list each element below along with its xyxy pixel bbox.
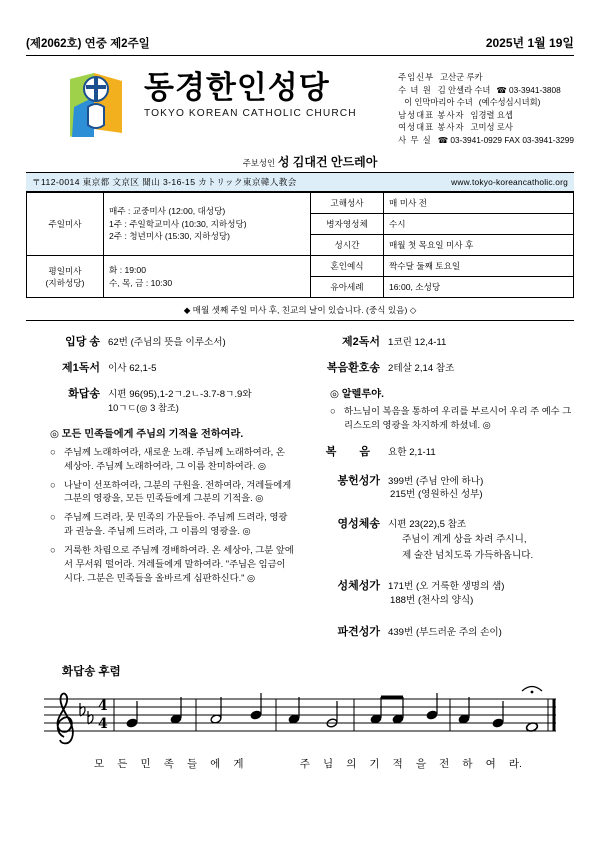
responsorial-psalm [26,385,294,416]
masthead [26,65,574,157]
baptism-label: 유아세례 [311,277,384,298]
offertory-value-1: 399번 (주님 안에 하나) [388,475,484,487]
contact-label: 사 무 실 [398,135,432,146]
first-reading-value: 이사 62,1-5 [108,362,157,374]
contact-row [398,71,574,84]
holy-hour-value: 매월 첫 목요일 미사 후 [384,235,574,256]
lyric-syllable: 기 [369,757,380,770]
lyric-syllable: 의 [346,757,357,770]
church-name-english: TOKYO KOREAN CATHOLIC CHURCH [144,108,357,120]
sick-communion-label: 병자영성체 [311,214,384,235]
contact-label: 여성대표 봉사자 [398,122,465,133]
lyric-syllable: 님 [322,757,334,770]
postal-code: 〒112-0014 東京都 文京区 [32,177,140,187]
svg-text:4: 4 [98,715,108,732]
lyric-syllable: 에 [210,757,221,770]
header-line [26,0,574,51]
first-reading [26,359,294,376]
acclamation-value: 2테살 2,14 참조 [388,362,455,374]
alleluia-refrain: ◎ 알렐루야. [330,388,384,400]
lyric-syllable: 전 [439,757,450,770]
weekday-mass-line: 화 : 19:00 [109,264,146,275]
offertory-value-2: 215번 (영원하신 성부) [390,489,483,501]
sunday-mass-times [104,193,311,256]
issue-date: 2025년 1월 19일 [485,36,574,50]
wedding-label: 혼인예식 [311,256,384,277]
right-column [306,333,574,649]
table-row [27,256,574,277]
gospel-acclamation [306,359,574,376]
offertory-hymn [306,472,574,504]
patron-name: 성 김대건 안드레아 [277,155,378,169]
verse-text: 거룩한 차림으로 주님께 경배하여라. 온 세상아, 그분 앞에서 무서워 떨어라. 겨레들에게 말하여라. "주님은 임금이시다. 그분은 민족들을 올바르게 심판하신다." ◎ [64,545,294,584]
contact-row [398,134,574,147]
contact-label: 수 녀 원 [398,84,432,95]
psalm-refrain: ◎ 모든 민족들에게 주님의 기적을 전하여라. [50,428,244,440]
lyric-syllable: 여 [485,757,496,770]
issue-number: (제2062호) 연중 제2주일 [26,38,150,50]
sunday-mass-line: 2주 : 청년미사 (15:30, 지하성당) [109,231,231,242]
sunday-mass-label: 주일미사 [27,193,104,256]
contact-row [398,121,574,134]
psalm-citation-cont: 10ㄱㄷ(◎ 3 참조) [108,402,179,413]
baptism-value: 16:00, 소성당 [384,277,574,298]
psalm-verse [50,511,294,539]
sunday-mass-line: 매주 : 교중미사 (12:00, 대성당) [109,205,226,216]
sick-communion-value: 수시 [384,214,574,235]
offertory-label: 봉헌성가 [337,474,380,487]
lyric-syllable: 모 [94,757,105,770]
entrance-hymn-label: 입당 송 [65,336,100,348]
lyric-syllable: 주 [299,757,310,770]
communion-value: 시편 23(22),5 참조 [388,519,467,531]
verse-marker: ○ [50,479,56,490]
notice-divider [26,320,574,321]
psalm-verse [50,446,294,474]
communion-antiphon [306,515,574,563]
contact-label: 남성대표 봉사자 [398,109,465,120]
lyric-syllable: 라. [508,757,522,770]
eucharist-value-2: 188번 (천사의 양식) [390,594,474,606]
confession-value: 매 미사 전 [384,193,574,214]
gospel [306,443,574,460]
communion-verse-2: 제 술잔 넘치도록 가득하옵니다. [402,549,534,561]
second-reading [306,333,574,350]
eucharist-value-1: 171번 (오 거룩한 생명의 샘) [388,580,505,592]
psalm-verse [50,544,294,586]
street-address: 聞山 3-16-15 カトリック東京韓人教会 [142,177,297,187]
first-reading-label: 제1독서 [62,361,100,374]
fellowship-notice: ◆ 매월 셋째 주일 미사 후, 친교의 날이 있습니다. (중식 있음) ◇ [183,305,417,315]
contact-value: 고산군 루카 [440,72,483,82]
lyric-syllable: 든 [117,757,128,770]
music-score [26,683,574,758]
psalm-citation: 시편 96(95),1-2ㄱ.2ㄴ-3.7-8ㄱ.9와 [108,388,252,400]
gospel-value: 요한 2,1-11 [388,446,436,458]
contact-value: ☎ 03-3941-0929 FAX 03-3941-3299 [437,135,574,146]
wedding-value: 짝수달 둘째 토요일 [384,256,574,277]
weekday-mass-label [27,256,104,298]
sending-value: 439번 (부드러운 주의 손이) [388,626,502,638]
entrance-hymn [26,333,294,350]
contact-value: 이 인막마리아 수녀 [404,97,473,108]
svg-text:4: 4 [98,697,108,714]
verse-text: 나날이 선포하여라, 그분의 구원을. 전하여라, 겨레들에게 그분의 영광을, 모든 민족들에게 그분의 기적을. ◎ [64,479,292,504]
title-block [144,65,357,119]
header-divider [26,55,574,56]
contact-row [398,84,574,97]
patron-saint-line [46,153,574,170]
table-row [27,193,574,214]
verse-marker: ○ [330,405,336,416]
score-lyrics [26,756,574,771]
weekday-mass-line: 수, 목, 금 : 10:30 [109,277,173,288]
address-bar [26,172,574,192]
contact-value: 고미성 로사 [470,122,513,133]
left-column [26,333,294,649]
verse-marker: ○ [50,545,56,556]
holy-hour-label: 성시간 [311,235,384,256]
lyric-syllable: 적 [392,757,403,770]
patron-prefix: 주보성인 [242,158,276,168]
second-reading-label: 제2독서 [342,336,380,348]
church-logo-icon [64,67,136,143]
staff-notation-icon [36,683,564,753]
eucharist-label: 성체성가 [337,579,380,592]
mass-schedule-table [26,192,574,298]
lyric-syllable: 들 [186,757,198,770]
verse-text: 주님께 드려라, 뭇 민족의 가문들아. 주님께 드려라, 영광과 권능을. 주님께 드려라, 그 이름의 영광을. ◎ [64,512,288,537]
contact-label: 주임신부 [398,72,435,82]
verse-marker: ○ [50,512,56,523]
contact-row [398,96,574,109]
verse-text: 하느님이 복음을 통하여 우리를 부르시어 우리 주 예수 그리스도의 영광을 차지하게 하셨네. ◎ [344,405,572,431]
contact-extra: ☎ 03-3941-3808 [496,84,561,95]
sunday-mass-line: 1주 : 주일학교미사 (10:30, 지하성당) [109,218,247,229]
sending-label: 파견성가 [337,625,380,638]
lyric-syllable: 을 [415,757,427,770]
entrance-hymn-value: 62번 (주님의 뜻을 이루소서) [108,337,226,348]
address-text [32,176,297,188]
contact-extra: (예수성심시녀회) [478,97,541,108]
liturgy-columns [26,333,574,649]
communion-label: 영성체송 [337,518,380,531]
contact-value: 김 안셀라 수녀 [437,84,491,95]
lyric-syllable: 게 [233,757,244,770]
second-reading-value: 1코린 12,4-11 [388,337,447,348]
contact-row [398,109,574,122]
contact-value: 임경렬 요셉 [470,109,513,120]
alleluia-verse [330,404,574,433]
psalm-label: 화답송 [68,387,100,400]
acclamation-label: 복음환호송 [326,361,380,374]
communion-verse-1: 주님이 계게 상을 차려 주시니, [402,534,527,546]
contact-block [398,65,574,147]
lyric-syllable: 족 [163,757,174,770]
score-title: 화답송 후렴 [62,665,121,678]
website-url[interactable]: www.tokyo-koreancatholic.org [451,177,568,187]
weekday-mass-label-sub: (지하성당) [45,277,85,288]
lyric-gap [257,756,287,771]
weekday-mass-label-line: 평일미사 [48,265,82,276]
gospel-label: 복 음 [325,445,380,458]
eucharist-hymn [306,577,574,609]
lyric-syllable: 하 [462,757,473,770]
psalm-verse [50,479,294,507]
confession-label: 고해성사 [311,193,384,214]
verse-text: 주님께 노래하여라, 새로운 노래. 주님께 노래하여라, 온 세상아. 주님께 노래하여라, 그 이름 찬미하여라. ◎ [64,446,285,471]
weekday-mass-times [104,256,311,298]
church-name-korean: 동경한인성당 [144,70,330,106]
lyric-syllable: 민 [140,757,151,770]
verse-marker: ○ [50,446,56,457]
sending-hymn [306,623,574,640]
